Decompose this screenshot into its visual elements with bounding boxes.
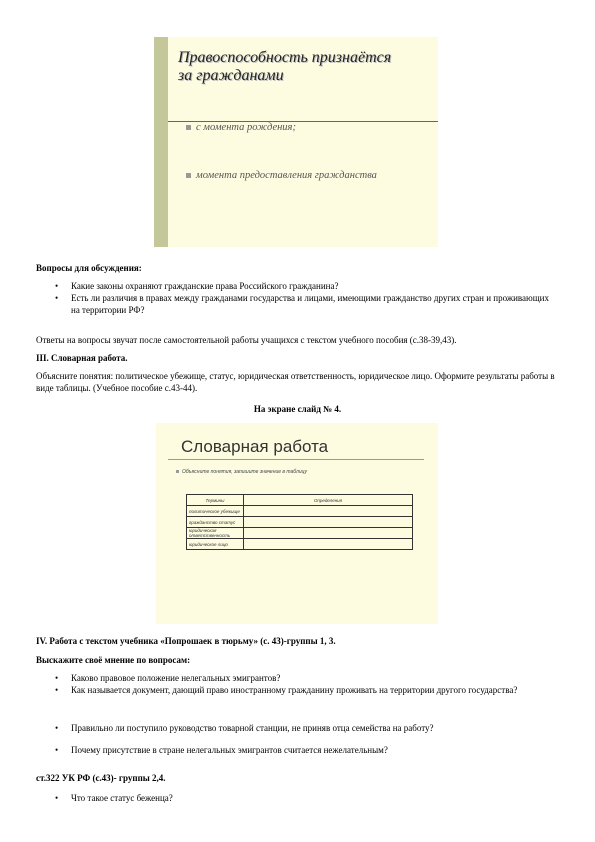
discussion-heading: Вопросы для обсуждения:: [36, 263, 142, 273]
answers-note: Ответы на вопросы звучат после самостоятельной работы учащихся с текстом учебного пособия (с.38-39,43).: [36, 335, 457, 345]
slide-divider: [168, 459, 424, 460]
slide-bullet: с момента рождения;: [186, 122, 296, 133]
slide-bullet: Объясните понятия, запишите значение в таблицу: [176, 469, 307, 475]
table-row: [187, 528, 413, 539]
table-row: [187, 517, 413, 528]
section3-heading: III. Словарная работа.: [36, 353, 128, 363]
table-cell: [244, 506, 413, 517]
bullet-square-icon: [176, 470, 179, 473]
section3-text: Объясните понятия: политическое убежище, статус, юридическая ответственность, юридическое лицо. Оформите результаты работы в виде таблицы. (Учебное пособие с.43-44).: [36, 371, 555, 393]
table-header: Определения: [244, 495, 413, 506]
table-header: Термины: [187, 495, 244, 506]
section5-list: [36, 792, 546, 804]
slide-title-line-2: за гражданами: [178, 67, 284, 84]
slide-image-vocabulary: [156, 423, 438, 624]
table-cell: юридическое лицо: [187, 539, 244, 550]
list-item: • Почему присутствие в стране нелегальных эмигрантов считается нежелательным?: [36, 744, 546, 756]
table-cell: юридическая ответственность: [187, 528, 244, 539]
table-cell: гражданство статус: [187, 517, 244, 528]
section4-heading: IV. Работа с текстом учебника «Попрошаек в тюрьму» (с. 43)-группы 1, 3.: [36, 636, 336, 646]
list-item: • Есть ли различия в правах между гражданами государства и лицами, имеющими гражданство других стран и проживающих на территории РФ?: [36, 292, 556, 316]
table-cell: [244, 539, 413, 550]
list-item: • Как называется документ, дающий право иностранному гражданину проживать на территории другого государства?: [36, 684, 546, 696]
screen-note: На экране слайд № 4.: [253, 404, 342, 414]
discussion-list: [36, 280, 556, 316]
slide-title: [178, 49, 428, 85]
section4-list: [36, 672, 546, 696]
slide-bullet: момента предоставления гражданства: [186, 170, 377, 181]
list-item: • Что такое статус беженца?: [36, 792, 546, 804]
table-cell: политическое убежище: [187, 506, 244, 517]
list-item: • Правильно ли поступило руководство товарной станции, не приняв отца семейства на работу?: [36, 722, 546, 734]
slide-sidebar-bar: [154, 37, 168, 247]
section4-subheading: Выскажите своё мнение по вопросам:: [36, 655, 191, 665]
vocabulary-table: [186, 494, 413, 550]
slide-image-rights: [154, 37, 438, 247]
table-row: [187, 539, 413, 550]
section4-list-cont2: [36, 744, 546, 756]
table-cell: [244, 528, 413, 539]
section5-heading: ст.322 УК РФ (с.43)- группы 2,4.: [36, 773, 166, 783]
section4-list-cont: [36, 722, 546, 734]
table-row: [187, 506, 413, 517]
bullet-square-icon: [186, 173, 191, 178]
list-item: • Каково правовое положение нелегальных эмигрантов?: [36, 672, 546, 684]
table-header-row: [187, 495, 413, 506]
slide-title: Словарная работа: [181, 437, 329, 456]
list-item: • Какие законы охраняют гражданские права Российского гражданина?: [36, 280, 556, 292]
slide-title-line-1: Правоспособность признаётся: [178, 49, 392, 66]
bullet-square-icon: [186, 125, 191, 130]
table-cell: [244, 517, 413, 528]
